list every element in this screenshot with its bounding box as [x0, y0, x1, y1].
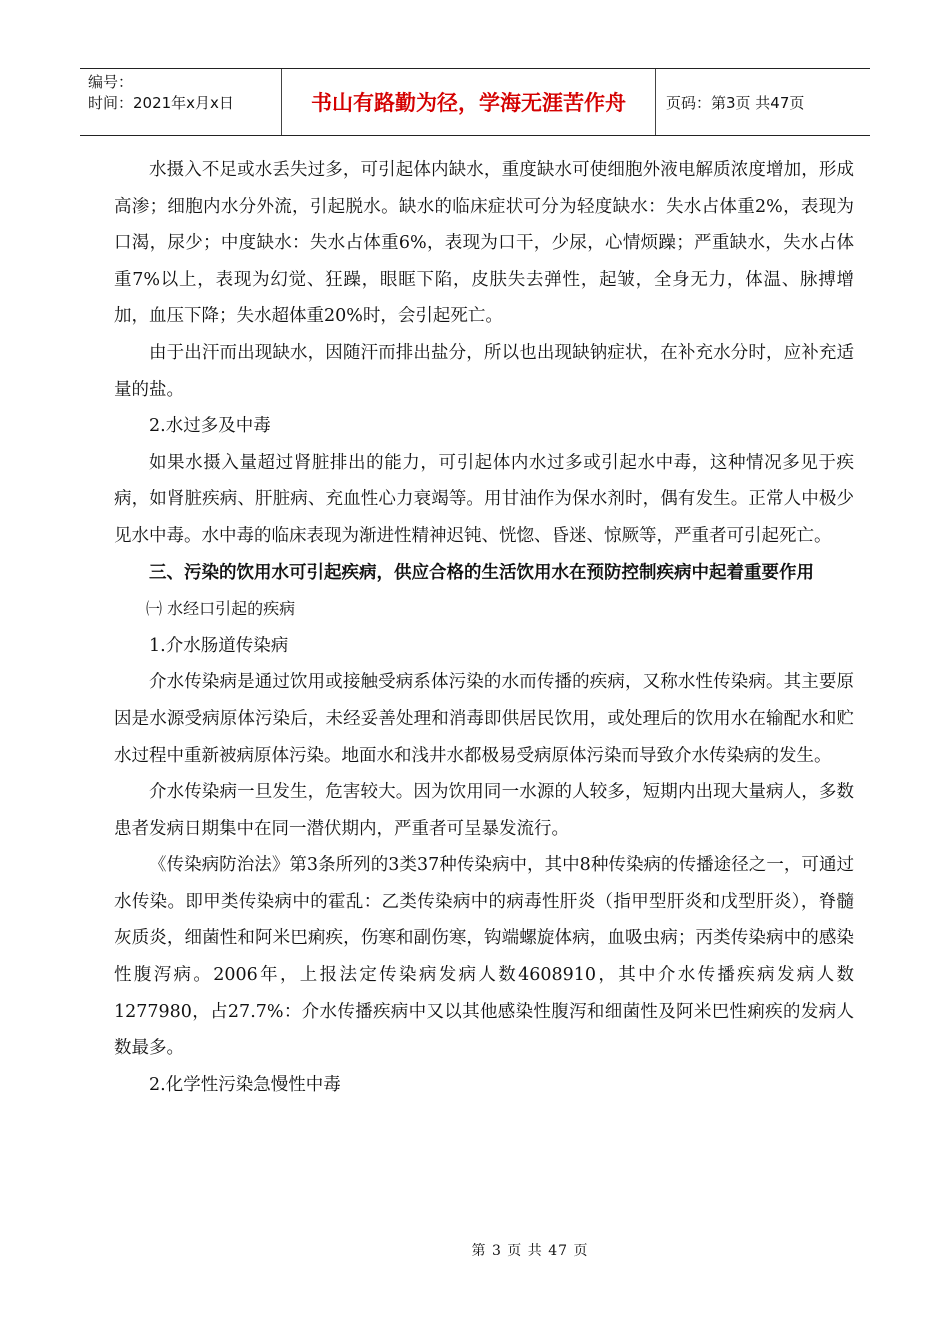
- document-number-label: 编号：: [88, 73, 134, 91]
- section-heading: 三、污染的饮用水可引起疾病，供应合格的生活饮用水在预防控制疾病中起着重要作用: [149, 562, 814, 583]
- subheading: 2.水过多及中毒: [149, 416, 271, 437]
- paragraph: 《传染病防治法》第3条所列的3类37种传染病中，其中8种传染病的传播途径之一，可通过水传染。即甲类传染病中的霍乱：乙类传染病中的病毒性肝炎（指甲型肝炎和戊型肝炎），脊髓灰质炎，细菌性和阿米巴痢疾，伤寒和副伤寒，钩端螺旋体病，血吸虫病；丙类传染病中的感染性腹泻病。2006年，上报法定传染病发病人数4608910，其中介水传播疾病发病人数1277980，占27.7%：介水传播疾病中又以其他感染性腹泻和细菌性及阿米巴性痢疾的发病人数最多。: [114, 855, 854, 1059]
- paragraph: 水摄入不足或水丢失过多，可引起体内缺水，重度缺水可使细胞外液电解质浓度增加，形成高渗；细胞内水分外流，引起脱水。缺水的临床症状可分为轻度缺水：失水占体重2%，表现为口渴，尿少；中度缺水：失水占体重6%，表现为口干，少尿，心情烦躁；严重缺水，失水占体重7%以上，表现为幻觉、狂躁，眼眶下陷，皮肤失去弹性，起皱，全身无力，体温、脉搏增加，血压下降；失水超体重20%时，会引起死亡。: [114, 160, 854, 327]
- subheading: 1.介水肠道传染病: [149, 635, 289, 656]
- footer-page-number: 第 3 页 共 47 页: [471, 1243, 589, 1259]
- header-motto: 书山有路勤为径，学海无涯苦作舟: [282, 69, 656, 135]
- header-meta: [80, 69, 282, 135]
- document-date: 时间：2021年x月x日: [88, 94, 234, 112]
- page-footer: [0, 1240, 950, 1260]
- page-header: [80, 68, 870, 136]
- paragraph: 介水传染病一旦发生，危害较大。因为饮用同一水源的人较多，短期内出现大量病人，多数患者发病日期集中在同一潜伏期内，严重者可呈暴发流行。: [114, 782, 854, 839]
- paragraph: 由于出汗而出现缺水，因随汗而排出盐分，所以也出现缺钠症状，在补充水分时，应补充适量的盐。: [114, 342, 854, 400]
- header-page-info: 页码：第3页 共47页: [666, 93, 805, 112]
- paragraph: 介水传染病是通过饮用或接触受病系体污染的水而传播的疾病，又称水性传染病。其主要原因是水源受病原体污染后，未经妥善处理和消毒即供居民饮用，或处理后的饮用水在输配水和贮水过程中重新被病原体污染。地面水和浅井水都极易受病原体污染而导致介水传染病的发生。: [114, 672, 854, 766]
- subsection-heading: ㈠ 水经口引起的疾病: [146, 599, 296, 619]
- document-body: [114, 152, 854, 1103]
- paragraph: 如果水摄入量超过肾脏排出的能力，可引起体内水过多或引起水中毒，这种情况多见于疾病，如肾脏疾病、肝脏病、充血性心力衰竭等。用甘油作为保水剂时，偶有发生。正常人中极少见水中毒。水中毒的临床表现为渐进性精神迟钝、恍惚、昏迷、惊厥等，严重者可引起死亡。: [114, 452, 854, 546]
- subheading: 2.化学性污染急慢性中毒: [149, 1074, 341, 1095]
